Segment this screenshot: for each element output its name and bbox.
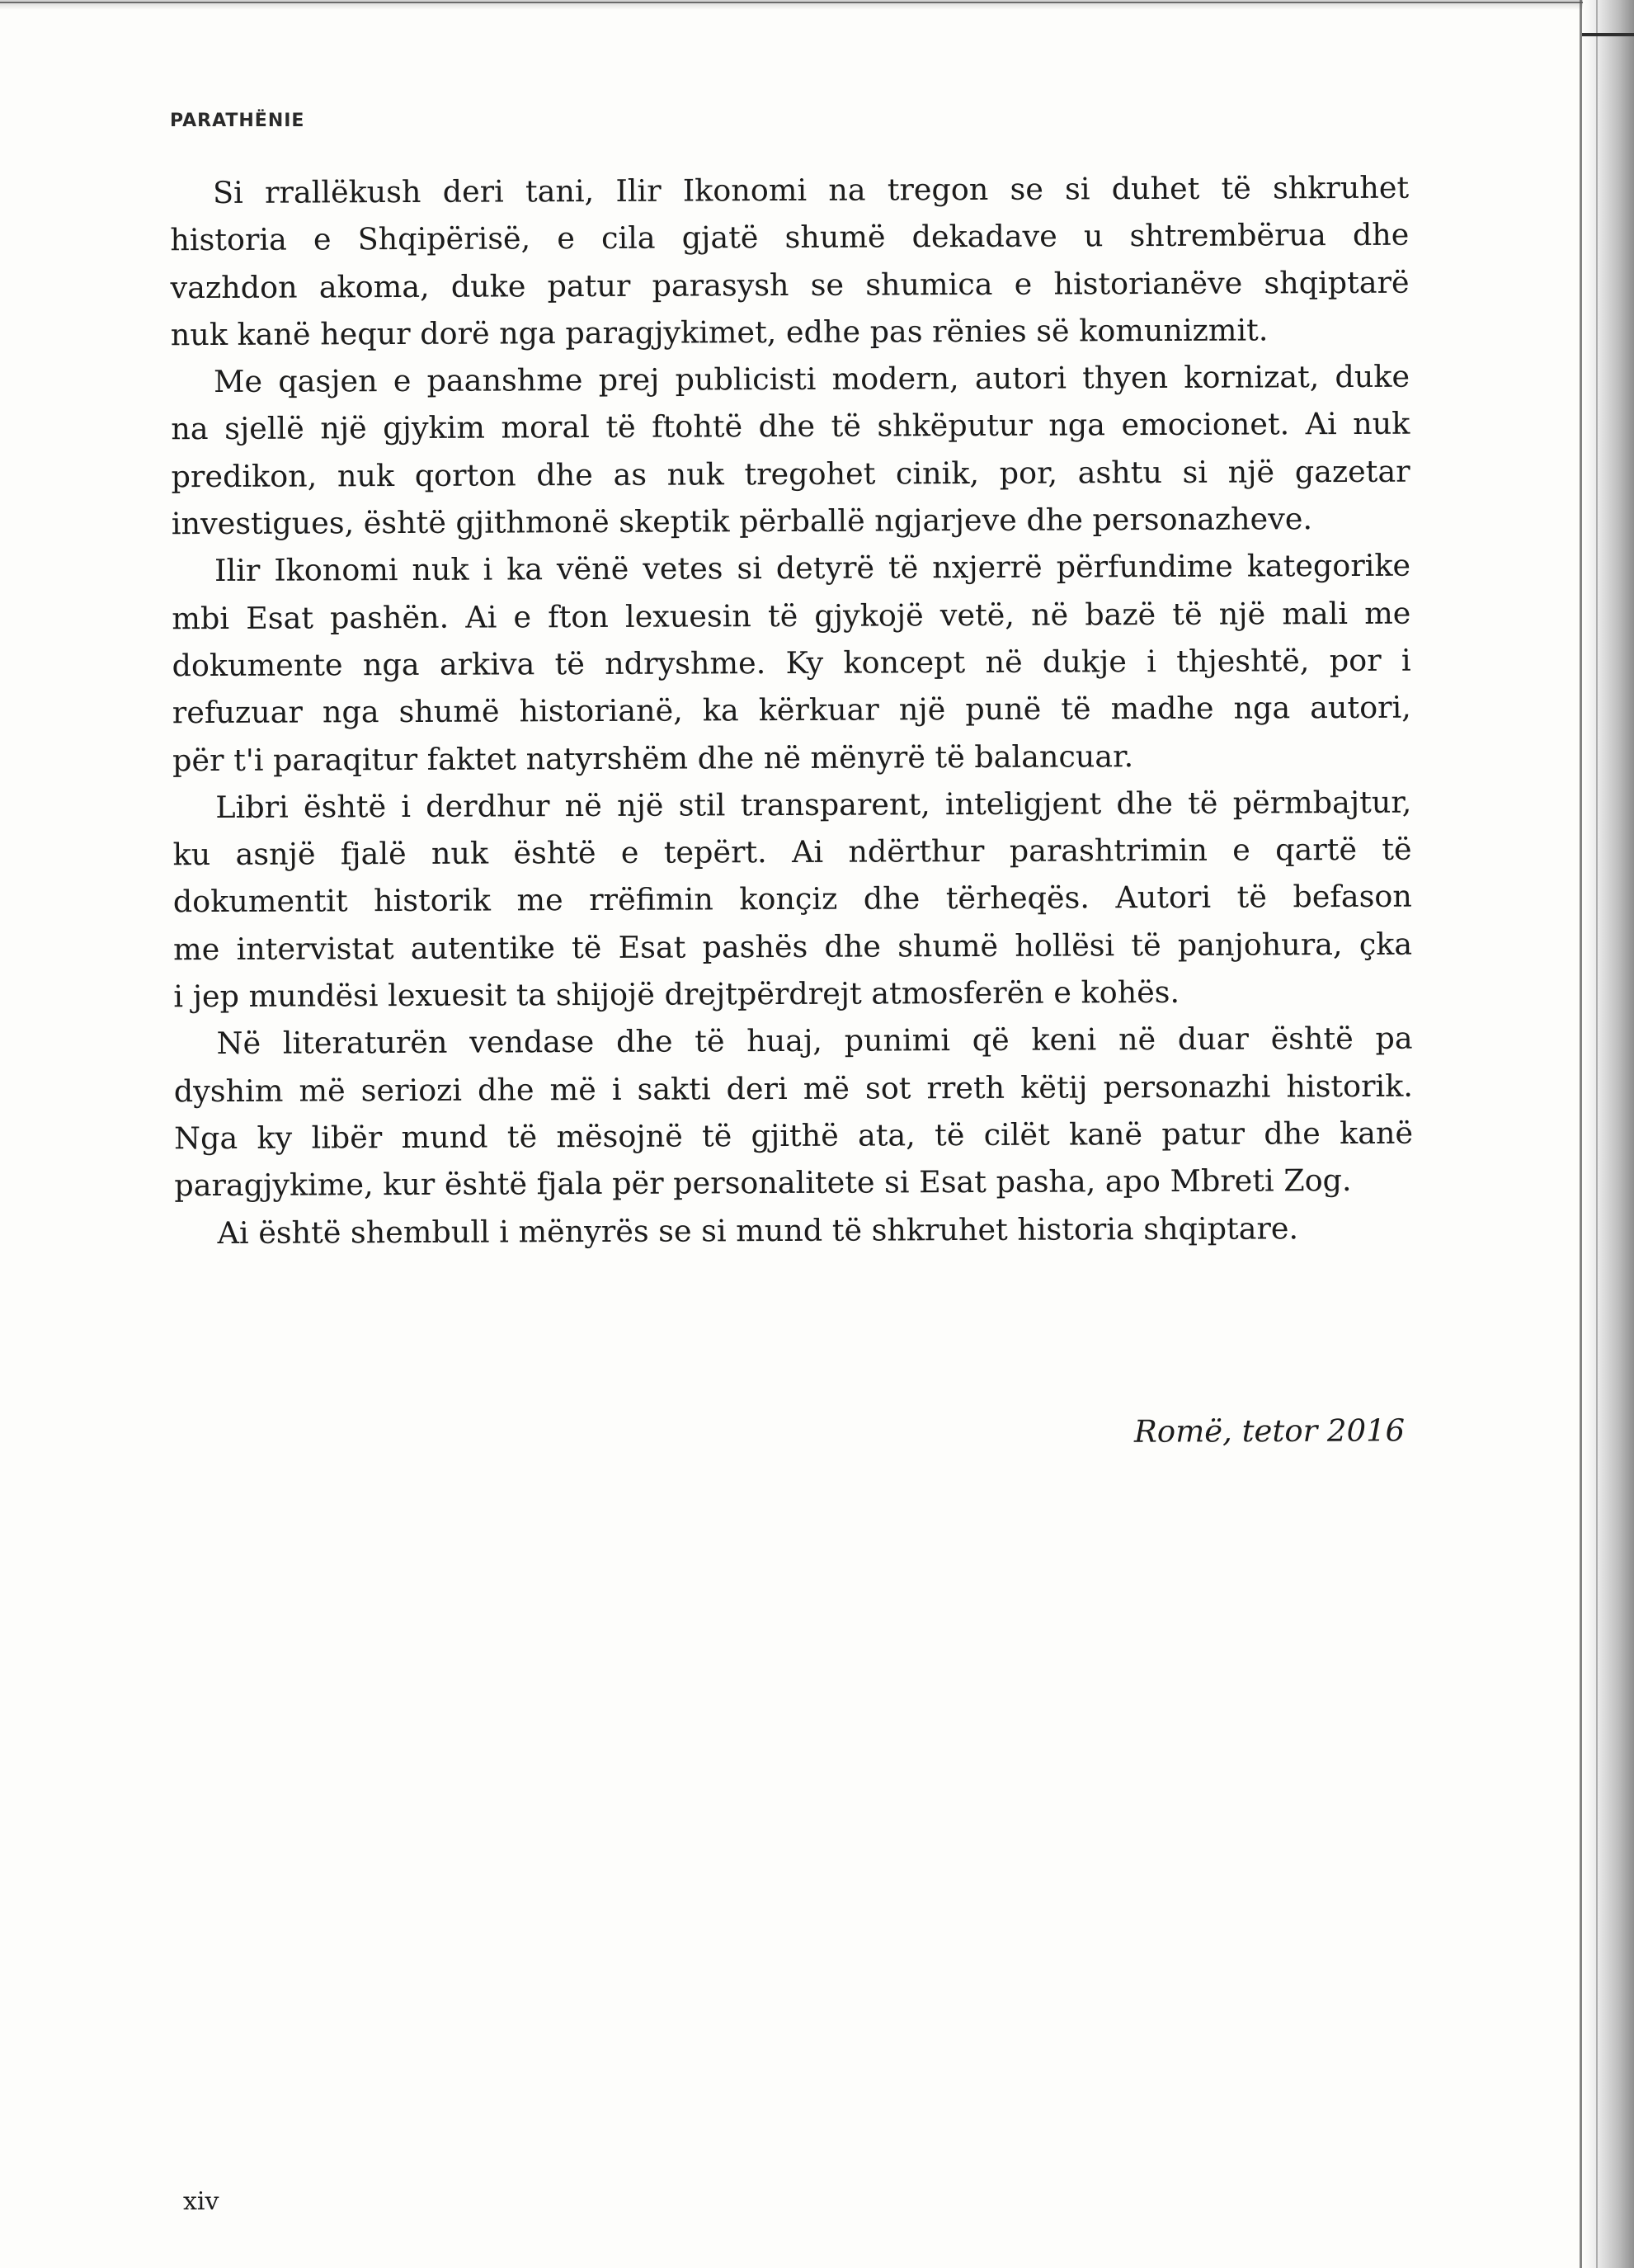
- paragraph-5: [173, 1015, 1414, 1209]
- scan-top-line: [0, 2, 1584, 3]
- text-line: na sjellë një gjykim moral të ftohtë dhe të shkëputur nga emocionet. Ai nuk: [171, 406, 1410, 447]
- page-number: xiv: [183, 2187, 219, 2216]
- text-line: Si rrallëkush deri tani, Ilir Ikonomi na tregon se si duhet të shkruhet: [213, 169, 1410, 210]
- text-line: Libri është i derdhur në një stil transparent, inteligjent dhe të përmbajtur,: [215, 784, 1412, 825]
- text-line: dokumentit historik me rrëfimin konçiz dhe tërheqës. Autori të befason: [172, 879, 1412, 920]
- text-line: Me qasjen e paanshme prej publicisti modern, autori thyen kornizat, duke: [214, 358, 1410, 400]
- paragraph-4: [172, 779, 1413, 1021]
- text-line: Ilir Ikonomi nuk i ka vënë vetes si detyrë të nxjerrë përfundime kategorike: [214, 548, 1411, 589]
- paragraph-3: [172, 542, 1411, 784]
- text-line: nuk kanë hequr dorë nga paragjykimet, edhe pas rënies së komunizmit.: [170, 312, 1269, 353]
- running-head: PARATHËNIE: [170, 111, 305, 131]
- text-line: Nga ky libër mund të mësojnë të gjithë ata, të cilët kanë patur dhe kanë: [174, 1115, 1414, 1157]
- text-line: mbi Esat pashën. Ai e fton lexuesin të gjykojë vetë, në bazë të një mali me: [172, 595, 1411, 636]
- text-line: predikon, nuk qorton dhe as nuk tregohet cinik, por, ashtu si një gazetar: [171, 453, 1410, 495]
- page-gutter-line-2: [1596, 0, 1598, 2268]
- text-line: për t'i paraqitur faktet natyrshëm dhe në mënyrë të balancuar.: [172, 738, 1134, 778]
- text-line: dyshim më seriozi dhe më i sakti deri më sot rreth këtij personazhi historik.: [173, 1068, 1413, 1109]
- text-line: paragjykime, kur është fjala për personalitete si Esat pasha, apo Mbreti Zog.: [174, 1162, 1352, 1204]
- text-line: i jep mundësi lexuesit ta shijojë drejtpërdrejt atmosferën e kohës.: [173, 974, 1180, 1015]
- scan-right-edge: [1583, 0, 1634, 2268]
- text-line: Ai është shembull i mënyrës se si mund të shkruhet historia shqiptare.: [217, 1209, 1299, 1251]
- text-line: vazhdon akoma, duke patur parasysh se shumica e historianëve shqiptarë: [170, 264, 1410, 305]
- page-gutter-line: [1580, 0, 1582, 2268]
- text-line: historia e Shqipërisë, e cila gjatë shumë dekadave u shtrembërua dhe: [170, 216, 1410, 258]
- text-line: investigues, është gjithmonë skeptik përballë ngjarjeve dhe personazheve.: [171, 501, 1313, 542]
- body-text: [170, 164, 1414, 1257]
- text-line: me intervistat autentike të Esat pashës dhe shumë hollësi të panjohura, çka: [173, 926, 1413, 967]
- paragraph-6: [218, 1204, 1414, 1257]
- text-line: Në literaturën vendase dhe të huaj, punimi që keni në duar është pa: [216, 1021, 1413, 1062]
- text-line: dokumente nga arkiva të ndryshme. Ky koncept në dukje i thjeshtë, por i: [172, 642, 1411, 684]
- text-line: ku asnjë fjalë nuk është e tepërt. Ai ndërthur parashtrimin e qartë të: [172, 831, 1412, 873]
- text-line: refuzuar nga shumë historianë, ka kërkuar një punë të madhe nga autori,: [172, 689, 1411, 731]
- paragraph-1: [170, 164, 1410, 359]
- signature-place-date: Romë, tetor 2016: [1133, 1412, 1406, 1450]
- paragraph-2: [171, 353, 1410, 548]
- scan-tab-mark: [1582, 33, 1634, 36]
